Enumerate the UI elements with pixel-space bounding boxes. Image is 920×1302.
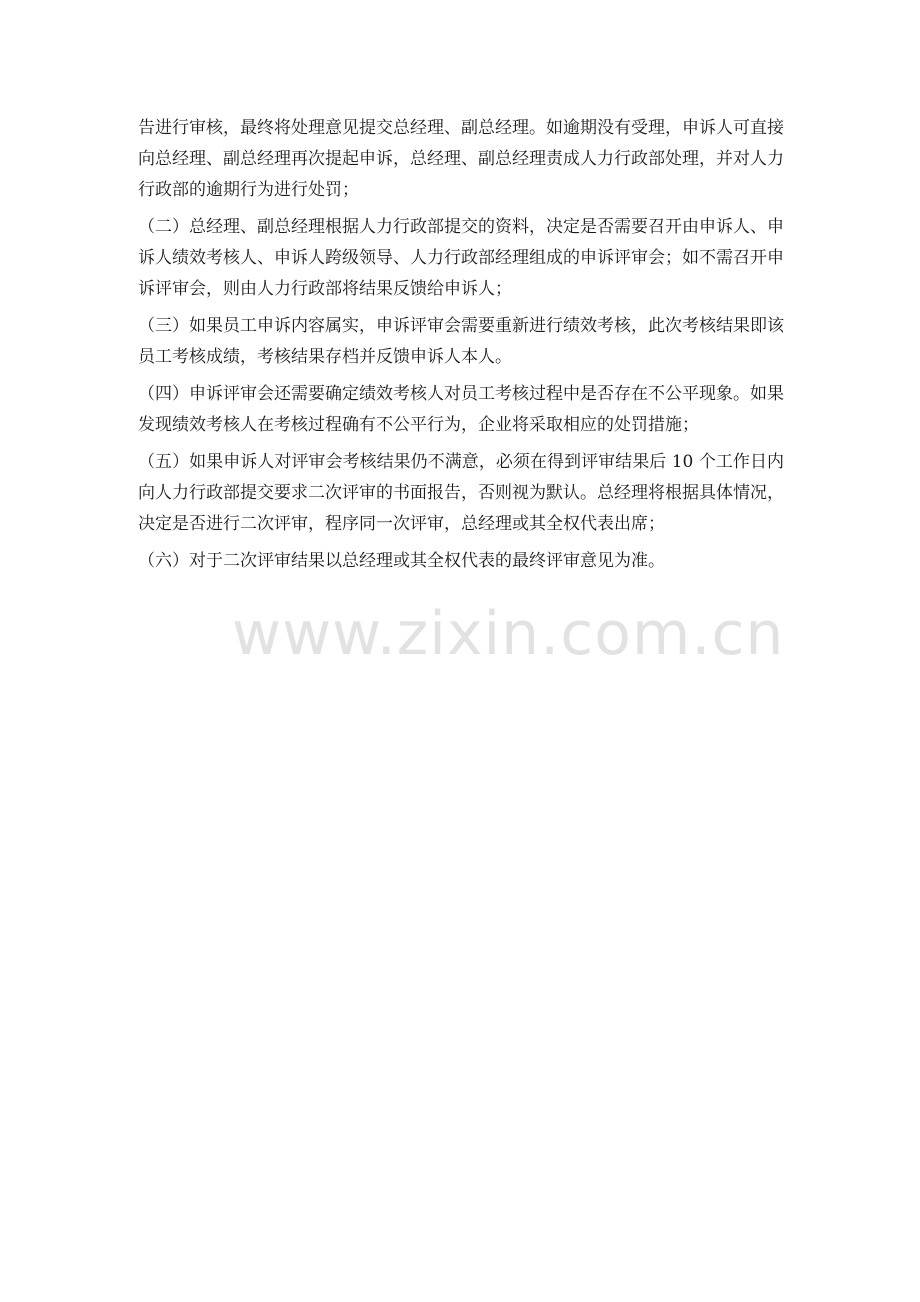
- paragraph-item-5: （五）如果申诉人对评审会考核结果仍不满意，必须在得到评审结果后 10 个工作日内向人力行政部提交要求二次评审的书面报告，否则视为默认。总经理将根据具体情况，决定是否进行二次评审，程序同一次评审，总经理或其全权代表出席；: [138, 452, 784, 534]
- paragraph-review-escalation: 告进行审核，最终将处理意见提交总经理、副总经理。如逾期没有受理，申诉人可直接向总经理、副总经理再次提起申诉，总经理、副总经理责成人力行政部处理，并对人力行政部的逾期行为进行处罚；: [138, 118, 784, 200]
- document-body: [138, 113, 784, 583]
- paragraph-item-3: （三）如果员工申诉内容属实，申诉评审会需要重新进行绩效考核，此次考核结果即该员工考核成绩，考核结果存档并反馈申诉人本人。: [138, 316, 784, 367]
- watermark-text: www.zixin.com.cn: [232, 599, 785, 669]
- paragraph-item-4: （四）申诉评审会还需要确定绩效考核人对员工考核过程中是否存在不公平现象。如果发现绩效考核人在考核过程确有不公平行为，企业将采取相应的处罚措施；: [138, 384, 784, 435]
- paragraph-item-2: （二）总经理、副总经理根据人力行政部提交的资料，决定是否需要召开由申诉人、申诉人绩效考核人、申诉人跨级领导、人力行政部经理组成的申诉评审会；如不需召开申诉评审会，则由人力行政部将结果反馈给申诉人；: [138, 217, 784, 299]
- paragraph-item-6: （六）对于二次评审结果以总经理或其全权代表的最终评审意见为准。: [138, 551, 665, 571]
